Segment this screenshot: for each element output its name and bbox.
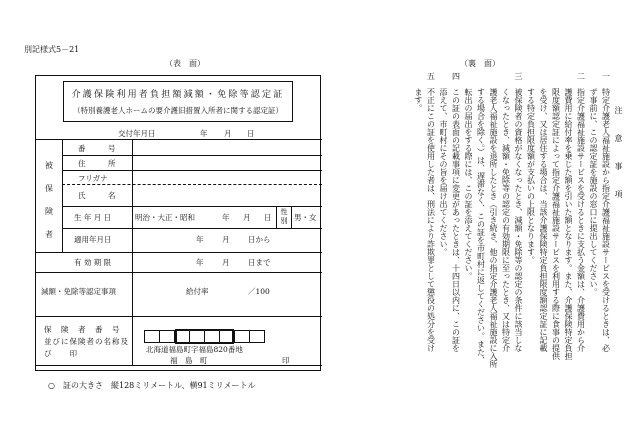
note-line: する特定負担限度額が支払いの上限となります。 <box>526 72 536 264</box>
insured-label-3: 険 <box>45 207 53 216</box>
insurer-name: 福 島 町 <box>170 356 208 365</box>
note-line: 四 この証の表面の記載事項に変更があったときは、十四日以内に、この証を <box>451 72 461 352</box>
applies-from-label: 適用年月日 <box>74 235 112 244</box>
insured-label-1: 被 <box>45 161 53 170</box>
birth-year-unit: 年 <box>222 213 230 222</box>
name-label: 氏 名 <box>78 191 116 200</box>
title-box <box>63 81 293 122</box>
furigana-label: フリガナ <box>78 174 108 183</box>
certificate-table <box>36 139 322 365</box>
insurer-label-line-2: 並びに保険者の名称及 <box>44 337 129 346</box>
note-line: 三 被保険者の資格がなくなったとき、減額・免除等の認定の条件に該当しな <box>514 72 523 352</box>
issue-year-unit: 年 <box>200 129 208 138</box>
note-line: を受け、又は居住する場合は、当該介護保険特定負担限度額認定証に記載 <box>539 72 548 352</box>
issue-month-unit: 月 <box>224 129 232 138</box>
note-line: 限度額認定証によって指定介護福祉施設サービスを利用する際に食事の提供 <box>551 72 561 360</box>
birth-day-unit: 日 <box>264 213 272 222</box>
benefit-rate-denominator: ／100 <box>248 287 270 296</box>
back-side-label: （裏 面） <box>460 59 500 68</box>
insured-label-4: 者 <box>45 230 53 239</box>
issue-day-unit: 日 <box>247 129 255 138</box>
applies-month-unit: 月 <box>222 235 230 244</box>
note-line: 転出の届出をする際には、この証を添えてください。 <box>464 72 473 280</box>
certificate-card <box>35 75 321 371</box>
note-line: 護費用に給付率を乗じた額を引いた額となります。また、介護保険特定負担 <box>564 72 573 360</box>
note-line: 添えて、市町村にその旨を届け出てください。 <box>439 72 448 256</box>
note-line: くなったとき、減額・免除等の認定の有効期限に至ったとき、又は特定介 <box>501 72 511 352</box>
applies-from-suffix: 日から <box>248 235 271 244</box>
birth-month-unit: 月 <box>243 213 251 222</box>
note-line: 二 指定介護福祉施設サービスを受けるときに支払う金額は、介護費用から介 <box>576 72 586 352</box>
insurer-label-line-3: び 印 <box>44 349 78 358</box>
note-line: 五 不正にこの証を使用した者は、刑法により詐欺罪として懲役の処分を受け <box>426 72 436 352</box>
address-label: 住 所 <box>78 159 116 168</box>
sex-options: 男・女 <box>294 213 317 222</box>
valid-until-suffix: 日まで <box>248 258 271 267</box>
note-line: 一 特定介護老人福祉施設から指定介護福祉施設サービスを受けるときは、必 <box>601 72 611 352</box>
back-notes <box>412 72 625 372</box>
note-line: ず事前に、この認定証を施設の窓口に提出してください。 <box>589 72 598 296</box>
insurer-number-highlight <box>175 329 234 344</box>
valid-month-unit: 月 <box>222 258 230 267</box>
applies-year-unit: 年 <box>196 235 204 244</box>
issue-date-label: 交付年月日 <box>118 129 156 138</box>
sex-label: 性別 <box>280 208 288 225</box>
note-line: ます。 <box>414 72 423 112</box>
insurer-address: 北海道福島町字福島820番地 <box>146 345 243 354</box>
reduction-label: 減額・免除等認定事項 <box>41 287 116 296</box>
number-label: 番 号 <box>78 144 116 153</box>
certificate-title: 介護保険利用者負担額減額・免除等認定証 <box>71 90 285 100</box>
benefit-rate-label: 給付率 <box>186 287 209 296</box>
front-side-label: （表 面） <box>165 59 205 68</box>
insurer-seal: 印 <box>282 356 290 365</box>
birthdate-label: 生 年 月 日 <box>74 213 112 222</box>
insured-label-2: 保 <box>45 184 53 193</box>
notes-title: 注 意 事 項 <box>614 106 623 204</box>
certificate-subtitle: （特別養護老人ホームの要介護旧措置入所者に関する認定証） <box>73 106 283 115</box>
note-line: する場合を除く。）は、遅滞なく、この証を市町村に返してください。また、 <box>476 72 486 364</box>
valid-until-label: 有 効 期 限 <box>74 258 112 267</box>
valid-year-unit: 年 <box>196 258 204 267</box>
note-line: 護老人福祉施設を退所したとき（引き続き、他の指定介護老人福祉施設に入所 <box>489 72 498 368</box>
era-options: 明治・大正・昭和 <box>135 213 195 222</box>
insurer-label-line-1: 保 険 者 番 号 <box>44 325 121 334</box>
size-note: ○ 証の大きさ 縦128ミリメートル、横91ミリメートル <box>48 381 256 390</box>
form-id: 別記様式5－21 <box>24 45 80 54</box>
